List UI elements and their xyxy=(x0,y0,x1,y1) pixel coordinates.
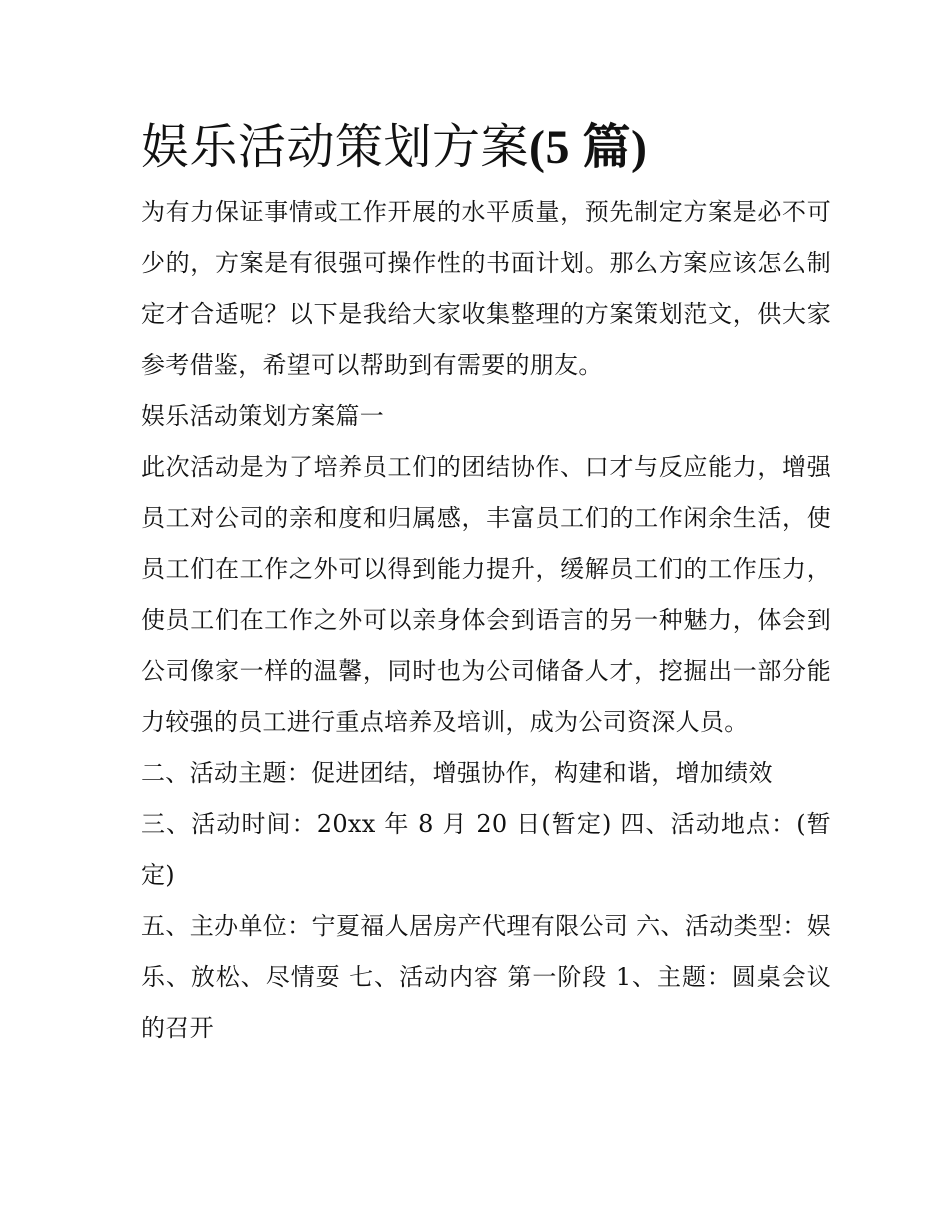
document-title xyxy=(141,108,831,187)
title-main: 娱乐活动策划方案 xyxy=(141,119,530,175)
organizer-line: 五、主办单位：宁夏福人居房产代理有限公司 六、活动类型：娱乐、放松、尽情耍 七、活动内容 第一阶段 1、主题：圆桌会议的召开 xyxy=(141,912,831,1042)
purpose-paragraph: 此次活动是为了培养员工们的团结协作、口才与反应能力，增强员工对公司的亲和度和归属感，丰富员工们的工作闲余生活，使员工们在工作之外可以得到能力提升，缓解员工们的工作压力，使员工们在工作之外可以亲身体会到语言的另一种魅力，体会到公司像家一样的温馨，同时也为公司储备人才，挖掘出一部分能力较强的员工进行重点培养及培训，成为公司资深人员。 xyxy=(141,453,831,736)
theme-line: 二、活动主题：促进团结，增强协作，构建和谐，增加绩效 xyxy=(141,759,773,787)
intro-paragraph: 为有力保证事情或工作开展的水平质量，预先制定方案是必不可少的，方案是有很强可操作性的书面计划。那么方案应该怎么制定才合适呢？以下是我给大家收集整理的方案策划范文，供大家参考借鉴，希望可以帮助到有需要的朋友。 xyxy=(141,198,831,379)
time-location-line: 三、活动时间：20xx 年 8 月 20 日(暂定) 四、活动地点：(暂定) xyxy=(141,810,831,889)
section-heading-1: 娱乐活动策划方案篇一 xyxy=(141,402,384,430)
title-suffix: (5 篇) xyxy=(529,121,648,174)
document-page xyxy=(141,108,831,1054)
